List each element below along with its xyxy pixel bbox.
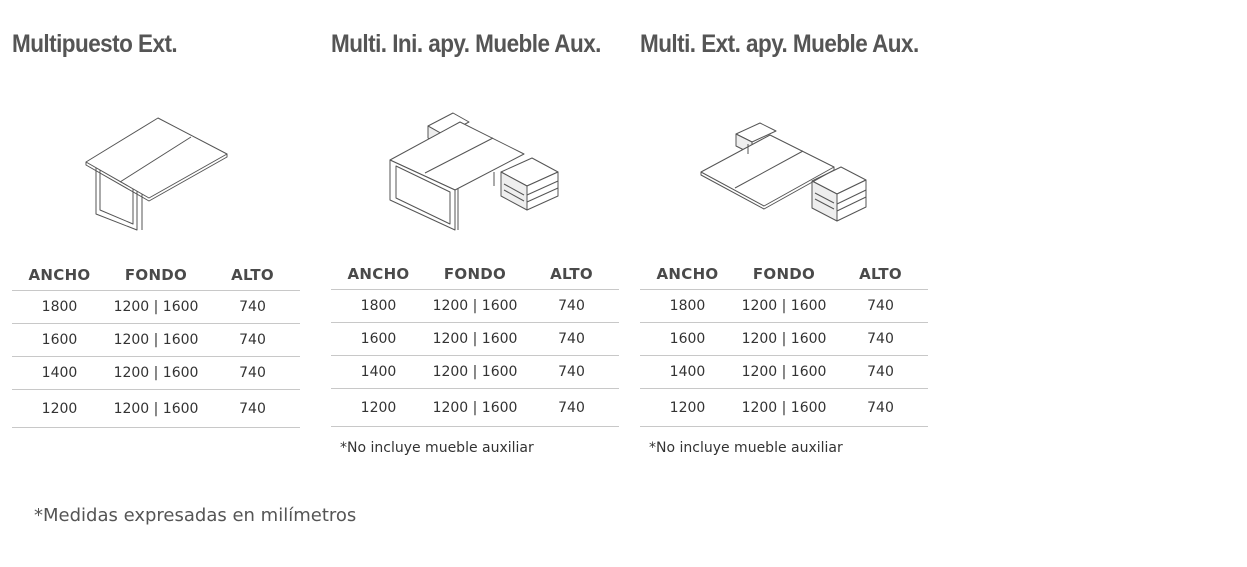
cell-fondo: 1200 | 1600 [735, 323, 833, 356]
desk-line-drawing [12, 100, 302, 240]
cell-alto: 740 [833, 389, 928, 427]
cell-alto: 740 [524, 290, 619, 323]
table-header-row [331, 259, 619, 290]
cell-fondo: 1200 | 1600 [426, 290, 524, 323]
header-ancho: ANCHO [12, 260, 107, 291]
desk-line-drawing [640, 100, 930, 240]
cell-fondo: 1200 | 1600 [426, 389, 524, 427]
table-row [640, 290, 928, 323]
dimensions-table [640, 259, 928, 427]
table-row [640, 323, 928, 356]
header-alto: ALTO [524, 259, 619, 290]
cell-ancho: 1200 [640, 389, 735, 427]
cell-fondo: 1200 | 1600 [107, 324, 205, 357]
cell-fondo: 1200 | 1600 [107, 291, 205, 324]
header-ancho: ANCHO [640, 259, 735, 290]
product-title: Multi. Ext. apy. Mueble Aux. [640, 30, 919, 58]
header-fondo: FONDO [426, 259, 524, 290]
table-row [640, 389, 928, 427]
cell-fondo: 1200 | 1600 [735, 356, 833, 389]
header-fondo: FONDO [735, 259, 833, 290]
cell-fondo: 1200 | 1600 [107, 390, 205, 428]
cell-ancho: 1600 [12, 324, 107, 357]
cell-alto: 740 [205, 324, 300, 357]
cell-alto: 740 [833, 290, 928, 323]
desk-illustration [640, 100, 930, 240]
cell-fondo: 1200 | 1600 [426, 356, 524, 389]
desk-illustration [331, 100, 621, 240]
table-row [12, 390, 300, 428]
cell-ancho: 1400 [640, 356, 735, 389]
dimensions-table [331, 259, 619, 427]
table-row [12, 324, 300, 357]
table-row [331, 389, 619, 427]
cell-fondo: 1200 | 1600 [735, 389, 833, 427]
cell-alto: 740 [524, 389, 619, 427]
dimensions-table [12, 260, 300, 428]
product-note: *No incluye mueble auxiliar [340, 440, 534, 456]
header-alto: ALTO [833, 259, 928, 290]
desk-line-drawing [331, 100, 621, 240]
cell-fondo: 1200 | 1600 [107, 357, 205, 390]
product-title: Multi. Ini. apy. Mueble Aux. [331, 30, 601, 58]
header-alto: ALTO [205, 260, 300, 291]
cell-fondo: 1200 | 1600 [426, 323, 524, 356]
cell-alto: 740 [205, 390, 300, 428]
table-row [331, 356, 619, 389]
table-row [331, 323, 619, 356]
cell-ancho: 1400 [331, 356, 426, 389]
product-note: *No incluye mueble auxiliar [649, 440, 843, 456]
cell-alto: 740 [524, 356, 619, 389]
cell-alto: 740 [833, 356, 928, 389]
cell-ancho: 1400 [12, 357, 107, 390]
cell-ancho: 1800 [331, 290, 426, 323]
cell-alto: 740 [205, 291, 300, 324]
product-title: Multipuesto Ext. [12, 30, 178, 58]
cell-fondo: 1200 | 1600 [735, 290, 833, 323]
header-ancho: ANCHO [331, 259, 426, 290]
cell-alto: 740 [205, 357, 300, 390]
table-row [12, 357, 300, 390]
measurement-footnote: *Medidas expresadas en milímetros [34, 505, 357, 526]
table-row [12, 291, 300, 324]
cell-alto: 740 [833, 323, 928, 356]
cell-ancho: 1800 [640, 290, 735, 323]
cell-ancho: 1600 [640, 323, 735, 356]
table-row [331, 290, 619, 323]
cell-alto: 740 [524, 323, 619, 356]
cell-ancho: 1800 [12, 291, 107, 324]
desk-top [86, 118, 227, 198]
table-header-row [12, 260, 300, 291]
cell-ancho: 1200 [331, 389, 426, 427]
table-header-row [640, 259, 928, 290]
desk-illustration [12, 100, 302, 240]
table-row [640, 356, 928, 389]
cell-ancho: 1200 [12, 390, 107, 428]
header-fondo: FONDO [107, 260, 205, 291]
cell-ancho: 1600 [331, 323, 426, 356]
